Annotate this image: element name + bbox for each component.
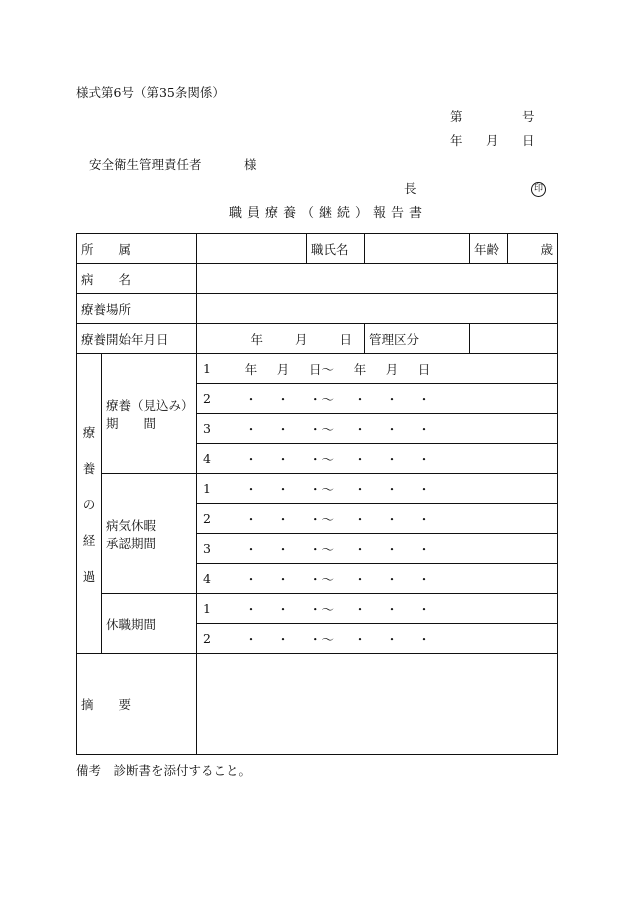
progress-char-1: 療 (82, 424, 96, 440)
sick-leave-row-3[interactable] (197, 534, 558, 564)
treatment-start-label: 療養開始年月日 (77, 324, 197, 354)
row-number: 2 (203, 511, 211, 526)
range-dot: ・ (385, 391, 399, 407)
range-day-to: 日 (417, 361, 431, 377)
progress-char-2: 養 (82, 460, 96, 476)
date-range (235, 630, 440, 648)
disease-label: 病 名 (77, 264, 197, 294)
addressee-title: 安全衛生管理責任者 (89, 157, 202, 172)
range-dot: ・ (276, 511, 290, 527)
seal-mark (531, 180, 546, 197)
leave-of-absence-row-2[interactable] (197, 624, 558, 654)
sick-leave-row-4[interactable] (197, 564, 558, 594)
range-year-to: 年 (353, 361, 367, 377)
age-label: 年齢 (470, 234, 508, 264)
summary-field[interactable] (197, 654, 558, 755)
row-number: 1 (203, 601, 211, 616)
range-year-from: 年 (244, 361, 258, 377)
range-dot: ・ (353, 631, 367, 647)
row-number: 3 (203, 541, 211, 556)
range-dot: ・ (244, 631, 258, 647)
range-dot: ・ (353, 451, 367, 467)
range-dot: ・ (276, 451, 290, 467)
range-dot: ・ (353, 541, 367, 557)
treatment-place-field[interactable] (197, 294, 558, 324)
range-dot-tilde: ・〜 (309, 541, 335, 557)
date-range (235, 360, 440, 378)
range-day-from: 日〜 (309, 361, 335, 377)
row-affiliation (77, 234, 558, 264)
row-number: 2 (203, 631, 211, 646)
date-range (235, 570, 440, 588)
range-dot-tilde: ・〜 (309, 481, 335, 497)
progress-section-label (77, 354, 102, 654)
start-month-label: 月 (294, 331, 308, 347)
row-number: 3 (203, 421, 211, 436)
treatment-period-label (102, 354, 197, 474)
affiliation-label-text: 所 属 (81, 241, 132, 257)
range-dot-tilde: ・〜 (309, 421, 335, 437)
range-month-from: 月 (276, 361, 290, 377)
range-dot: ・ (276, 541, 290, 557)
sick-leave-line1: 病気休暇 (106, 517, 157, 533)
range-dot: ・ (353, 421, 367, 437)
row-number: 4 (203, 571, 211, 586)
range-dot: ・ (276, 481, 290, 497)
range-dot: ・ (353, 391, 367, 407)
row-number: 1 (203, 481, 211, 496)
range-dot: ・ (244, 601, 258, 617)
range-dot: ・ (417, 571, 431, 587)
seal-icon: 印 (531, 182, 546, 197)
progress-char-5: 過 (82, 568, 96, 584)
row-progress-9 (77, 594, 558, 624)
range-dot: ・ (385, 601, 399, 617)
progress-char-4: 経 (82, 532, 96, 548)
range-dot: ・ (244, 571, 258, 587)
start-year-label: 年 (250, 331, 263, 347)
range-dot: ・ (385, 631, 399, 647)
disease-field[interactable] (197, 264, 558, 294)
range-dot: ・ (353, 511, 367, 527)
range-dot: ・ (385, 511, 399, 527)
range-dot-tilde: ・〜 (309, 631, 335, 647)
start-day-label: 日 (339, 331, 353, 347)
row-treatment-place (77, 294, 558, 324)
sick-leave-line2: 承認期間 (106, 535, 157, 551)
range-dot: ・ (276, 391, 290, 407)
sick-leave-row-1[interactable] (197, 474, 558, 504)
treatment-period-line1: 療養（見込み） (106, 397, 194, 413)
row-summary (77, 654, 558, 755)
range-dot: ・ (385, 451, 399, 467)
treatment-place-label: 療養場所 (77, 294, 197, 324)
row-progress-1 (77, 354, 558, 384)
treatment-start-field[interactable] (197, 324, 365, 354)
range-dot: ・ (276, 601, 290, 617)
range-dot: ・ (417, 601, 431, 617)
head-label: 長 (404, 181, 417, 196)
footer-note: 備考 診断書を添付すること。 (76, 763, 252, 778)
row-treatment-start (77, 324, 558, 354)
date-range (235, 420, 440, 438)
treatment-period-row-3[interactable] (197, 414, 558, 444)
leave-of-absence-label: 休職期間 (102, 594, 197, 654)
row-number: 2 (203, 391, 211, 406)
range-dot: ・ (385, 481, 399, 497)
range-dot: ・ (417, 391, 431, 407)
row-progress-5 (77, 474, 558, 504)
staff-name-field[interactable] (365, 234, 470, 264)
range-dot-tilde: ・〜 (309, 601, 335, 617)
range-dot: ・ (385, 421, 399, 437)
staff-name-label: 職氏名 (307, 234, 365, 264)
range-dot: ・ (385, 541, 399, 557)
range-dot: ・ (353, 601, 367, 617)
treatment-period-row-1[interactable] (197, 354, 558, 384)
range-dot: ・ (276, 631, 290, 647)
document-title: 職員療養（継続）報告書 (229, 206, 428, 221)
range-dot: ・ (417, 451, 431, 467)
addressee-honorific: 様 (244, 157, 257, 172)
range-dot-tilde: ・〜 (309, 391, 335, 407)
treatment-period-row-4[interactable] (197, 444, 558, 474)
row-number: 4 (203, 451, 211, 466)
range-dot: ・ (244, 451, 258, 467)
range-dot: ・ (244, 511, 258, 527)
affiliation-label (81, 240, 192, 258)
progress-char-3: の (82, 496, 96, 512)
date-range (235, 480, 440, 498)
form-number: 様式第6号（第35条関係） (76, 85, 225, 100)
sick-leave-row-2[interactable] (197, 504, 558, 534)
age-unit: 歳 (540, 241, 554, 257)
summary-label: 摘 要 (77, 654, 197, 755)
date-month-label: 月 (486, 133, 499, 148)
range-dot-tilde: ・〜 (309, 511, 335, 527)
range-dot: ・ (244, 481, 258, 497)
range-dot: ・ (353, 571, 367, 587)
range-dot: ・ (244, 391, 258, 407)
date-year-label: 年 (450, 133, 463, 148)
date-range (235, 450, 440, 468)
sick-leave-label (102, 474, 197, 594)
treatment-period-line2: 期 間 (106, 415, 157, 431)
management-class-field[interactable] (470, 324, 558, 354)
range-month-to: 月 (385, 361, 399, 377)
progress-vertical-text (77, 354, 101, 653)
date-range (235, 540, 440, 558)
date-range (235, 390, 440, 408)
treatment-period-row-2[interactable] (197, 384, 558, 414)
document-number-suffix: 号 (522, 109, 535, 124)
range-dot: ・ (417, 421, 431, 437)
row-number: 1 (203, 361, 211, 376)
leave-of-absence-row-1[interactable] (197, 594, 558, 624)
range-dot: ・ (244, 541, 258, 557)
age-field[interactable] (508, 234, 558, 264)
range-dot: ・ (353, 481, 367, 497)
range-dot: ・ (276, 571, 290, 587)
range-dot: ・ (417, 631, 431, 647)
affiliation-field[interactable] (197, 234, 307, 264)
range-dot: ・ (276, 421, 290, 437)
document-number-prefix: 第 (450, 109, 463, 124)
range-dot-tilde: ・〜 (309, 451, 335, 467)
range-dot: ・ (417, 511, 431, 527)
range-dot: ・ (385, 571, 399, 587)
row-disease (77, 264, 558, 294)
range-dot: ・ (417, 541, 431, 557)
range-dot-tilde: ・〜 (309, 571, 335, 587)
date-day-label: 日 (522, 133, 535, 148)
date-range (235, 510, 440, 528)
range-dot: ・ (244, 421, 258, 437)
range-dot: ・ (417, 481, 431, 497)
date-range (235, 600, 440, 618)
management-class-label: 管理区分 (365, 324, 470, 354)
affiliation-label-cell (77, 234, 197, 264)
report-form-table (76, 233, 558, 755)
